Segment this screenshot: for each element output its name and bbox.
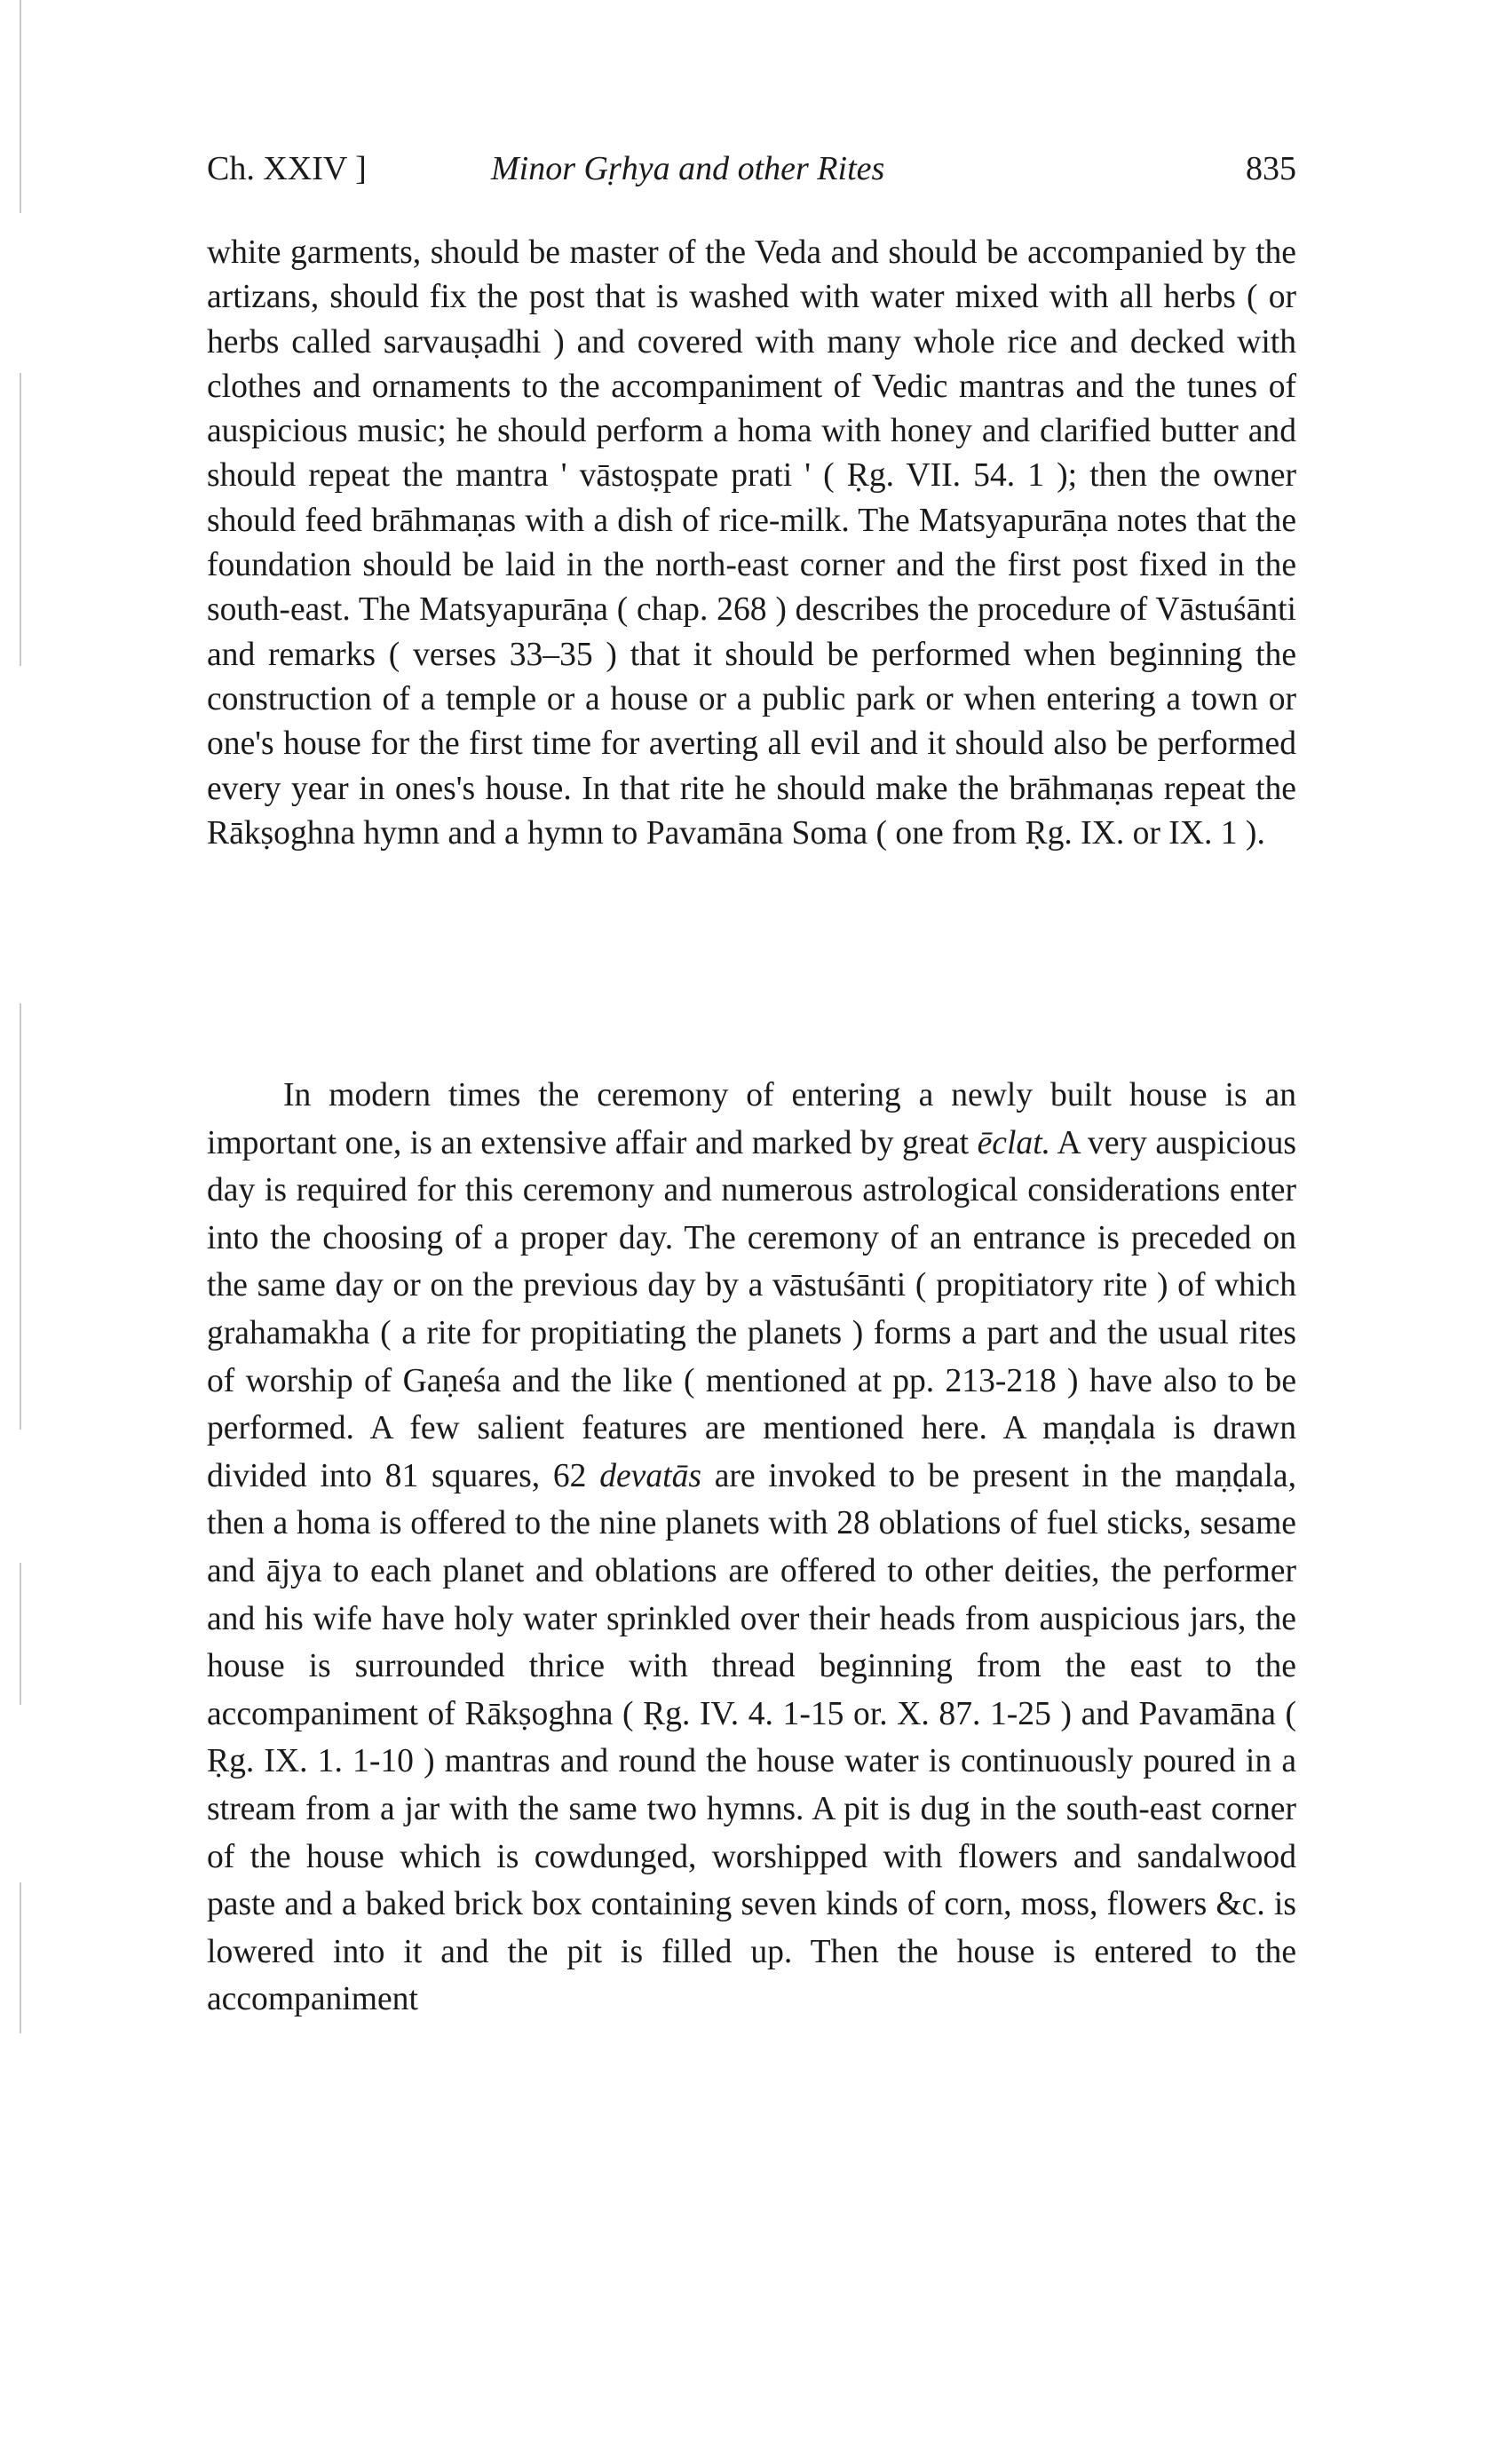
- paragraph: white garments, should be master of the Veda and should be accompanied by the artizans, should fix the post that is washed with water mixed with all herbs ( or herbs called sarvauṣadhi ) and covered with many whole rice and decked with clothes and ornaments to the accompaniment of Vedic mantras and the tunes of auspicious music; he should perform a homa with honey and clarified butter and should repeat the mantra ' vāstoṣpate prati ' ( Ṛg. VII. 54. 1 ); then the owner should feed brāhmaṇas with a dish of rice-milk. The Matsyapurāṇa notes that the foundation should be laid in the north-east corner and the first post fixed in the south-east. The Matsyapurāṇa ( chap. 268 ) describes the procedure of Vāstuśānti and remarks ( verses 33–35 ) that it should be performed when beginning the construction of a temple or a house or a public park or when entering a town or one's house for the first time for averting all evil and it should also be performed every year in ones's house. In that rite he should make the brāhmaṇas repeat the Rākṣoghna hymn and a hymn to Pavamāna Soma ( one from Ṛg. IX. or IX. 1 ).: [207, 234, 1296, 852]
- chapter-label: Ch. XXIV ]: [207, 150, 367, 187]
- page-number: 835: [1246, 150, 1296, 187]
- italic-term: ēclat.: [977, 1124, 1051, 1161]
- paragraph-text: are invoked to be present in the maṇḍala, then a homa is offered to the nine planets with 28 oblations of fuel sticks, sesame and ājya to each planet and oblations are offered to other deities, the performer and his wife have holy water sprinkled over their heads from auspicious jars, the house is surrounded thrice with thread beginning from the east to the accompaniment of Rākṣoghna ( Ṛg. IV. 4. 1-15 or. X. 87. 1-25 ) and Pavamāna ( Ṛg. IX. 1. 1-10 ) mantras and round the house water is continuously poured in a stream from a jar with the same two hymns. A pit is dug in the south-east corner of the house which is cowdunged, worshipped with flowers and sandalwood paste and a baked brick box containing seven kinds of corn, moss, flowers &c. is lowered into it and the pit is filled up. Then the house is entered to the accompaniment: [207, 1457, 1296, 2018]
- paragraph: [207, 1072, 1296, 2024]
- paragraph-text: A very auspicious day is required for this ceremony and numerous astrological considerations enter into the choosing of a proper day. The ceremony of an entrance is preceded on the same day or on the previous day by a vāstuśānti ( propitiatory rite ) of which grahamakha ( a rite for propitiating the planets ) forms a part and the usual rites of worship of Gaṇeśa and the like ( mentioned at pp. 213-218 ) have also to be performed. A few salient features are mentioned here. A maṇḍala is drawn divided into 81 squares, 62: [207, 1124, 1296, 1494]
- scan-artifact-line: [20, 0, 21, 213]
- scan-artifact-line: [20, 1563, 21, 1705]
- scan-artifact-line: [20, 1882, 21, 2033]
- running-header: [207, 149, 1296, 202]
- scan-artifact-line: [20, 373, 21, 666]
- running-title: Minor Gṛhya and other Rites: [491, 150, 885, 187]
- paragraph-text: In modern times the ceremony of entering a newly built house is an important one, is an extensive affair and marked by great: [207, 1077, 1296, 1161]
- scan-artifact-line: [20, 1003, 21, 1430]
- italic-term: devatās: [599, 1457, 701, 1494]
